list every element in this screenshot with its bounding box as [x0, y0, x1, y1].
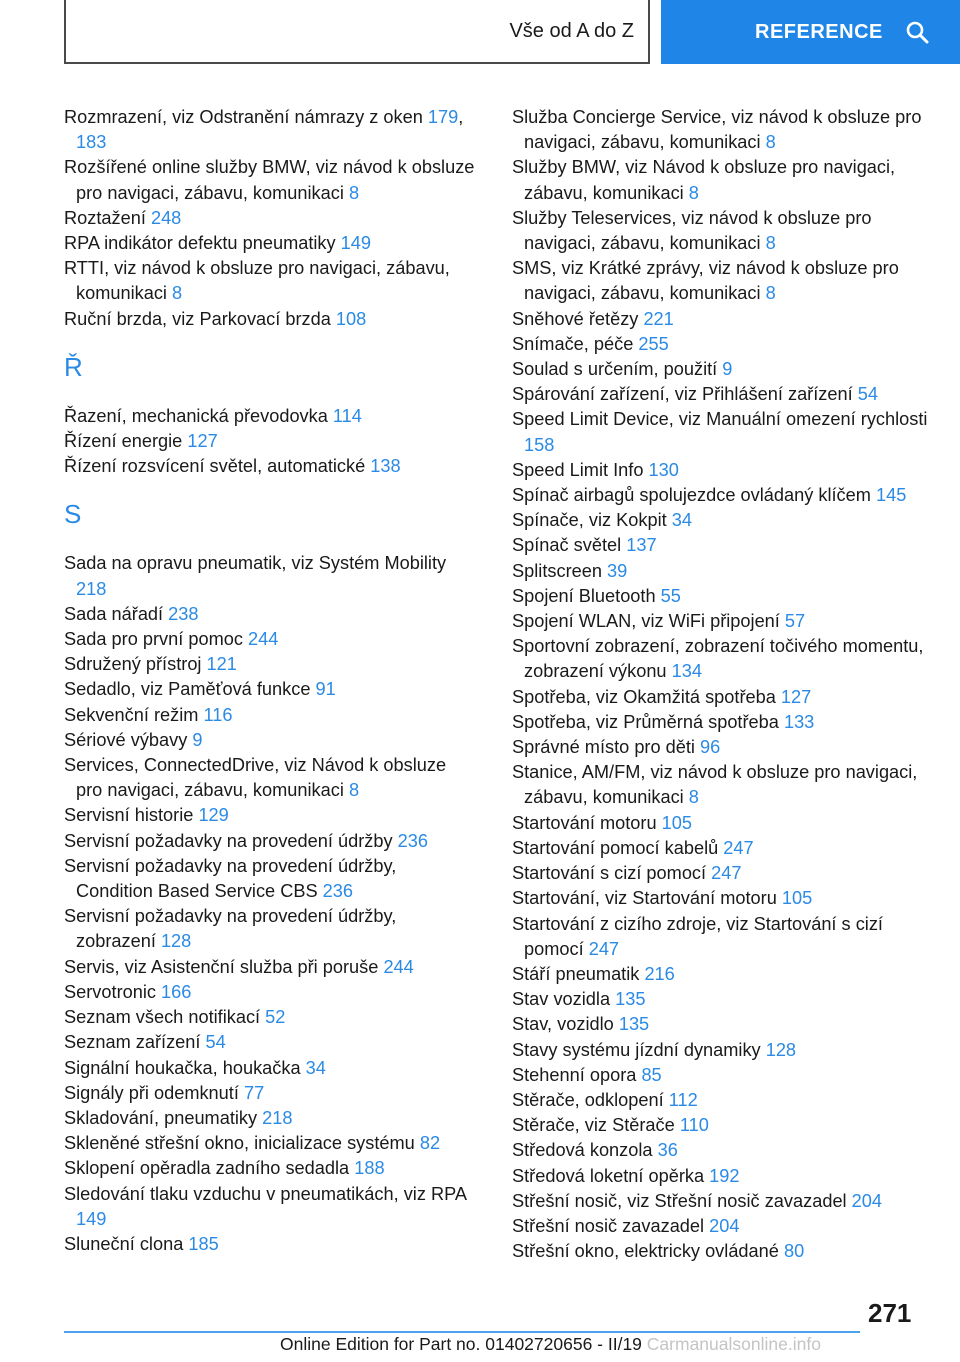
entry-text: Rozmrazení, viz Odstranění námrazy z oken	[64, 107, 428, 127]
page-link[interactable]: 185	[188, 1233, 219, 1254]
entry-text: Sedadlo, viz Paměťová funkce	[64, 679, 316, 700]
entry-text: Stehenní opora	[512, 1064, 642, 1085]
index-entry	[512, 1138, 942, 1163]
page-link[interactable]: 8	[172, 283, 183, 304]
section-letter: Ř	[64, 351, 83, 382]
page-link[interactable]: 135	[618, 1014, 650, 1035]
entry-text: Střešní okno, elektricky ovládané	[512, 1241, 784, 1262]
reference-label: REFERENCE	[755, 20, 883, 43]
entry-text: Spojení WLAN, viz WiFi připojení	[512, 611, 785, 632]
page-link[interactable]: 77	[243, 1082, 265, 1103]
index-entry	[64, 904, 476, 954]
page-link[interactable]: 8	[765, 283, 776, 304]
entry-text: Servisní požadavky na provedení údržby, Condition Based Service CBS	[64, 855, 397, 902]
entry-text: Sada pro první pomoc	[64, 629, 248, 650]
index-entry	[512, 533, 942, 558]
entry-text: Signály při odemknutí	[64, 1082, 244, 1103]
entry-text: Rozšířené online služby BMW, viz návod k obsluze pro navigaci, zábavu, komunikaci	[64, 157, 475, 203]
page-link[interactable]: 145	[875, 485, 907, 506]
index-entry	[512, 407, 942, 457]
page-link[interactable]: 183	[76, 132, 107, 153]
page-link[interactable]: 82	[419, 1133, 441, 1154]
entry-text: Seznam všech notifikací	[64, 1007, 266, 1028]
page-link[interactable]: 85	[641, 1064, 662, 1085]
entry-text: Sklopení opěradla zadního sedadla	[64, 1158, 355, 1179]
entry-text: Služby BMW, viz Návod k obsluze pro navigaci, zábavu, komunikaci	[512, 157, 896, 203]
entry-text: Skleněné střešní okno, inicializace systému	[64, 1133, 420, 1154]
page-link[interactable]: 8	[688, 182, 699, 203]
index-entry	[64, 955, 476, 980]
index-entry	[512, 1214, 942, 1239]
entry-text: Spínače, viz Kokpit	[512, 510, 672, 531]
entry-text: Services, ConnectedDrive, viz Návod k obsluze pro navigaci, zábavu, komunikaci	[64, 755, 447, 801]
page-link[interactable]: 137	[626, 535, 657, 556]
entry-text: Středová konzola	[512, 1140, 658, 1161]
entry-text: Soulad s určením, použití	[512, 359, 723, 380]
page-link[interactable]: 108	[335, 308, 367, 329]
page-link[interactable]: 116	[203, 704, 233, 725]
entry-text: Sportovní zobrazení, zobrazení točivého momentu, zobrazení výkonu	[512, 636, 924, 682]
page-link[interactable]: 112	[668, 1089, 698, 1110]
page-link[interactable]: 114	[332, 405, 362, 426]
index-entry	[64, 307, 476, 332]
entry-text: Stáří pneumatik	[512, 963, 645, 984]
page-link[interactable]: 134	[671, 661, 702, 682]
page-link[interactable]: 166	[161, 981, 192, 1002]
index-column-right	[512, 105, 942, 1264]
index-entry	[64, 256, 476, 306]
page-number: 271	[868, 1298, 912, 1328]
page-link[interactable]: 204	[851, 1190, 883, 1211]
entry-text: Spojení Bluetooth	[512, 585, 661, 606]
page-link[interactable]: 8	[765, 233, 776, 254]
entry-text: Splitscreen	[512, 560, 608, 581]
entry-text: Řízení rozsvícení světel, automatické	[64, 456, 371, 477]
index-entry	[64, 980, 476, 1005]
index-entry	[64, 1156, 476, 1181]
page-link[interactable]: 52	[265, 1007, 286, 1028]
page-link[interactable]: 80	[783, 1241, 805, 1262]
index-entry	[64, 206, 476, 231]
index-entry	[512, 483, 942, 508]
entry-text: Sdružený přístroj	[64, 654, 207, 675]
page-link[interactable]: 129	[198, 805, 229, 826]
entry-text: Sněhové řetězy	[512, 308, 644, 329]
section-letter: S	[64, 499, 82, 530]
entry-text: Speed Limit Device, viz Manuální omezení rychlosti	[512, 409, 928, 430]
entry-text: Stěrače, viz Stěrače	[512, 1115, 680, 1136]
entry-text: Služba Concierge Service, viz návod k obsluze pro navigaci, zábavu, komunikaci	[512, 107, 922, 153]
index-entry	[64, 1106, 476, 1131]
page-link[interactable]: 138	[370, 456, 401, 477]
page-link[interactable]: 236	[397, 830, 428, 851]
entry-text: Stavy systému jízdní dynamiky	[512, 1039, 766, 1060]
index-entry	[512, 1088, 942, 1113]
page-link[interactable]: 9	[192, 729, 203, 750]
index-entry	[512, 634, 942, 684]
page-link[interactable]: 218	[262, 1107, 293, 1128]
page-link[interactable]: 8	[348, 182, 360, 203]
entry-text: Správné místo pro děti	[512, 737, 701, 758]
page-link[interactable]: 192	[709, 1165, 740, 1186]
page-link[interactable]: 133	[783, 711, 815, 732]
index-entry	[512, 1113, 942, 1138]
entry-text: Spárování zařízení, viz Přihlášení zařízení	[512, 384, 858, 405]
page-link[interactable]: 238	[168, 603, 199, 624]
entry-text: Středová loketní opěrka	[512, 1165, 710, 1186]
entry-text: RTTI, viz návod k obsluze pro navigaci, zábavu, komunikaci	[64, 258, 450, 304]
page-link[interactable]: 8	[348, 780, 360, 801]
index-entry	[512, 256, 942, 306]
footer-divider	[64, 1331, 860, 1333]
index-entry	[512, 382, 942, 407]
section-tab[interactable]	[64, 0, 650, 64]
index-entry	[64, 627, 476, 652]
index-entry	[64, 231, 476, 256]
index-entry	[512, 508, 942, 533]
index-entry	[64, 728, 476, 753]
entry-text: Servotronic	[64, 981, 162, 1002]
section-title: Vše od A do Z	[509, 19, 634, 42]
page-link[interactable]: 244	[248, 629, 279, 650]
entry-text: Stav vozidla	[512, 989, 616, 1010]
index-entry	[512, 1012, 942, 1037]
page-link[interactable]: 34	[671, 510, 692, 531]
index-entry	[64, 1005, 476, 1030]
page-link[interactable]: 244	[383, 956, 414, 977]
entry-text: Sada na opravu pneumatik, viz Systém Mobility	[64, 553, 447, 574]
index-entry	[512, 206, 942, 256]
index-entry	[512, 1038, 942, 1063]
index-entry	[64, 753, 476, 803]
entry-text: Spínač světel	[512, 535, 627, 556]
entry-text: Řízení energie	[64, 431, 188, 452]
page-link[interactable]: 128	[765, 1039, 797, 1060]
entry-text: Startování z cizího zdroje, viz Startování s cizí pomocí	[512, 913, 883, 959]
page-link[interactable]: 9	[722, 359, 733, 380]
index-entry	[512, 307, 942, 332]
index-entry	[512, 105, 942, 155]
entry-text: Skladování, pneumatiky	[64, 1107, 263, 1128]
index-entry	[64, 155, 476, 205]
entry-text: Spotřeba, viz Okamžitá spotřeba	[512, 686, 781, 707]
entry-text: Střešní nosič, viz Střešní nosič zavazadel	[512, 1190, 852, 1211]
index-entry	[64, 1081, 476, 1106]
page-link[interactable]: 248	[150, 207, 182, 228]
index-entry	[64, 551, 476, 601]
search-icon[interactable]	[905, 20, 929, 44]
page-link[interactable]: 91	[315, 679, 336, 700]
entry-text: Sériové výbavy	[64, 729, 193, 750]
page-link[interactable]: 130	[648, 459, 679, 480]
index-entry	[64, 652, 476, 677]
entry-text: Ruční brzda, viz Parkovací brzda	[64, 308, 336, 329]
index-entry	[64, 803, 476, 828]
entry-text: Sekvenční režim	[64, 704, 204, 725]
page-link[interactable]: 54	[205, 1032, 226, 1053]
entry-text: Stav, vozidlo	[512, 1014, 619, 1035]
entry-text: Služby Teleservices, viz návod k obsluze pro navigaci, zábavu, komunikaci	[512, 207, 872, 254]
index-entry	[64, 1131, 476, 1156]
page-link[interactable]: 127	[187, 431, 218, 452]
index-entry	[512, 357, 942, 382]
page-link[interactable]: 247	[723, 837, 754, 858]
index-entry	[64, 454, 476, 479]
entry-text: Spotřeba, viz Průměrná spotřeba	[512, 711, 784, 732]
index-entry	[512, 861, 942, 886]
entry-text: Spínač airbagů spolujezdce ovládaný klíčem	[512, 485, 876, 506]
entry-text: Startování pomocí kabelů	[512, 837, 724, 858]
index-entry	[512, 155, 942, 205]
index-entry	[512, 609, 942, 634]
page-link[interactable]: 105	[781, 888, 813, 909]
page-link[interactable]: 36	[657, 1140, 678, 1161]
page-link[interactable]: 105	[661, 812, 692, 833]
page-link[interactable]: 204	[709, 1215, 740, 1236]
index-entry	[64, 404, 476, 429]
index-entry	[64, 1030, 476, 1055]
page-link[interactable]: 158	[524, 434, 555, 455]
page-link[interactable]: 221	[643, 308, 674, 329]
page-link[interactable]: 54	[857, 384, 878, 405]
page-link[interactable]: 128	[160, 931, 192, 952]
entry-text: Sada nářadí	[64, 603, 169, 624]
entry-text: Servis, viz Asistenční služba při poruše	[64, 956, 384, 977]
page-link[interactable]: 96	[700, 737, 721, 758]
page-link[interactable]: 188	[354, 1158, 385, 1179]
index-entry	[512, 912, 942, 962]
index-entry	[512, 886, 942, 911]
index-entry	[512, 1063, 942, 1088]
index-entry	[64, 429, 476, 454]
page-link[interactable]: 34	[305, 1057, 326, 1078]
entry-text: Speed Limit Info	[512, 459, 649, 480]
index-entry	[512, 559, 942, 584]
page-link[interactable]: 39	[607, 560, 628, 581]
entry-text: Servisní požadavky na provedení údržby, zobrazení	[64, 906, 397, 952]
index-entry	[512, 1239, 942, 1264]
index-entry	[512, 710, 942, 735]
index-entry	[512, 811, 942, 836]
entry-text: Snímače, péče	[512, 333, 639, 354]
page-link[interactable]: 8	[688, 787, 699, 808]
entry-text: Řazení, mechanická převodovka	[64, 405, 333, 426]
page-link[interactable]: 121	[206, 654, 237, 675]
index-entry	[64, 829, 476, 854]
page-link[interactable]: 135	[615, 989, 646, 1010]
page-link[interactable]: 218	[76, 578, 107, 599]
entry-text: Startování, viz Startování motoru	[512, 888, 782, 909]
entry-text: Sluneční clona	[64, 1233, 189, 1254]
page-link[interactable]: 255	[638, 333, 669, 354]
entry-text: Stanice, AM/FM, viz návod k obsluze pro navigaci, zábavu, komunikaci	[512, 762, 918, 808]
page-link[interactable]: 216	[644, 963, 675, 984]
page-link[interactable]: 149	[340, 233, 372, 254]
page-link[interactable]: 236	[322, 881, 354, 902]
entry-text: Signální houkačka, houkačka	[64, 1057, 306, 1078]
index-column-left	[64, 105, 476, 1257]
page-link[interactable]: 57	[784, 611, 806, 632]
page-link[interactable]: 149	[76, 1208, 107, 1229]
index-entry	[64, 1182, 476, 1232]
index-entry	[512, 962, 942, 987]
entry-text: Servisní požadavky na provedení údržby	[64, 830, 398, 851]
index-entry	[64, 602, 476, 627]
entry-text: SMS, viz Krátké zprávy, viz návod k obsluze pro navigaci, zábavu, komunikaci	[512, 258, 899, 304]
index-entry	[512, 836, 942, 861]
index-entry	[512, 1164, 942, 1189]
page-link[interactable]: 8	[765, 132, 776, 153]
entry-text: Seznam zařízení	[64, 1032, 206, 1053]
entry-text: Stěrače, odklopení	[512, 1089, 669, 1110]
entry-text: Střešní nosič zavazadel	[512, 1215, 710, 1236]
entry-text: Servisní historie	[64, 805, 199, 826]
footer-watermark: Carmanualsonline.info	[646, 1334, 821, 1354]
index-entry	[64, 677, 476, 702]
index-entry	[64, 1232, 476, 1257]
entry-text: Roztažení	[64, 207, 151, 228]
index-entry	[512, 1189, 942, 1214]
index-entry	[512, 458, 942, 483]
index-entry: Rozmrazení, viz Odstranění námrazy z oken 179, 183	[64, 107, 464, 153]
index-entry	[512, 584, 942, 609]
reference-tab[interactable]	[661, 0, 960, 64]
index-entry	[512, 332, 942, 357]
page-link[interactable]: 110	[679, 1115, 709, 1136]
entry-text: RPA indikátor defektu pneumatiky	[64, 233, 341, 254]
index-entry	[512, 735, 942, 760]
page-link[interactable]: 127	[780, 686, 812, 707]
index-entry	[512, 760, 942, 810]
entry-text: Sledování tlaku vzduchu v pneumatikách, viz RPA	[64, 1183, 467, 1204]
page-link[interactable]: 179	[427, 107, 459, 127]
footer	[280, 1334, 821, 1355]
entry-text: Startování motoru	[512, 812, 662, 833]
index-entry	[512, 685, 942, 710]
page-link[interactable]: 247	[588, 938, 620, 959]
page-link[interactable]: 247	[711, 863, 742, 884]
footer-edition: Online Edition for Part no. 01402720656 - II/19	[280, 1334, 642, 1354]
index-entry	[64, 854, 476, 904]
index-entry	[512, 987, 942, 1012]
index-entry	[64, 703, 476, 728]
page-link[interactable]: 55	[660, 585, 681, 606]
index-entry	[64, 1056, 476, 1081]
entry-text: Startování s cizí pomocí	[512, 863, 712, 884]
